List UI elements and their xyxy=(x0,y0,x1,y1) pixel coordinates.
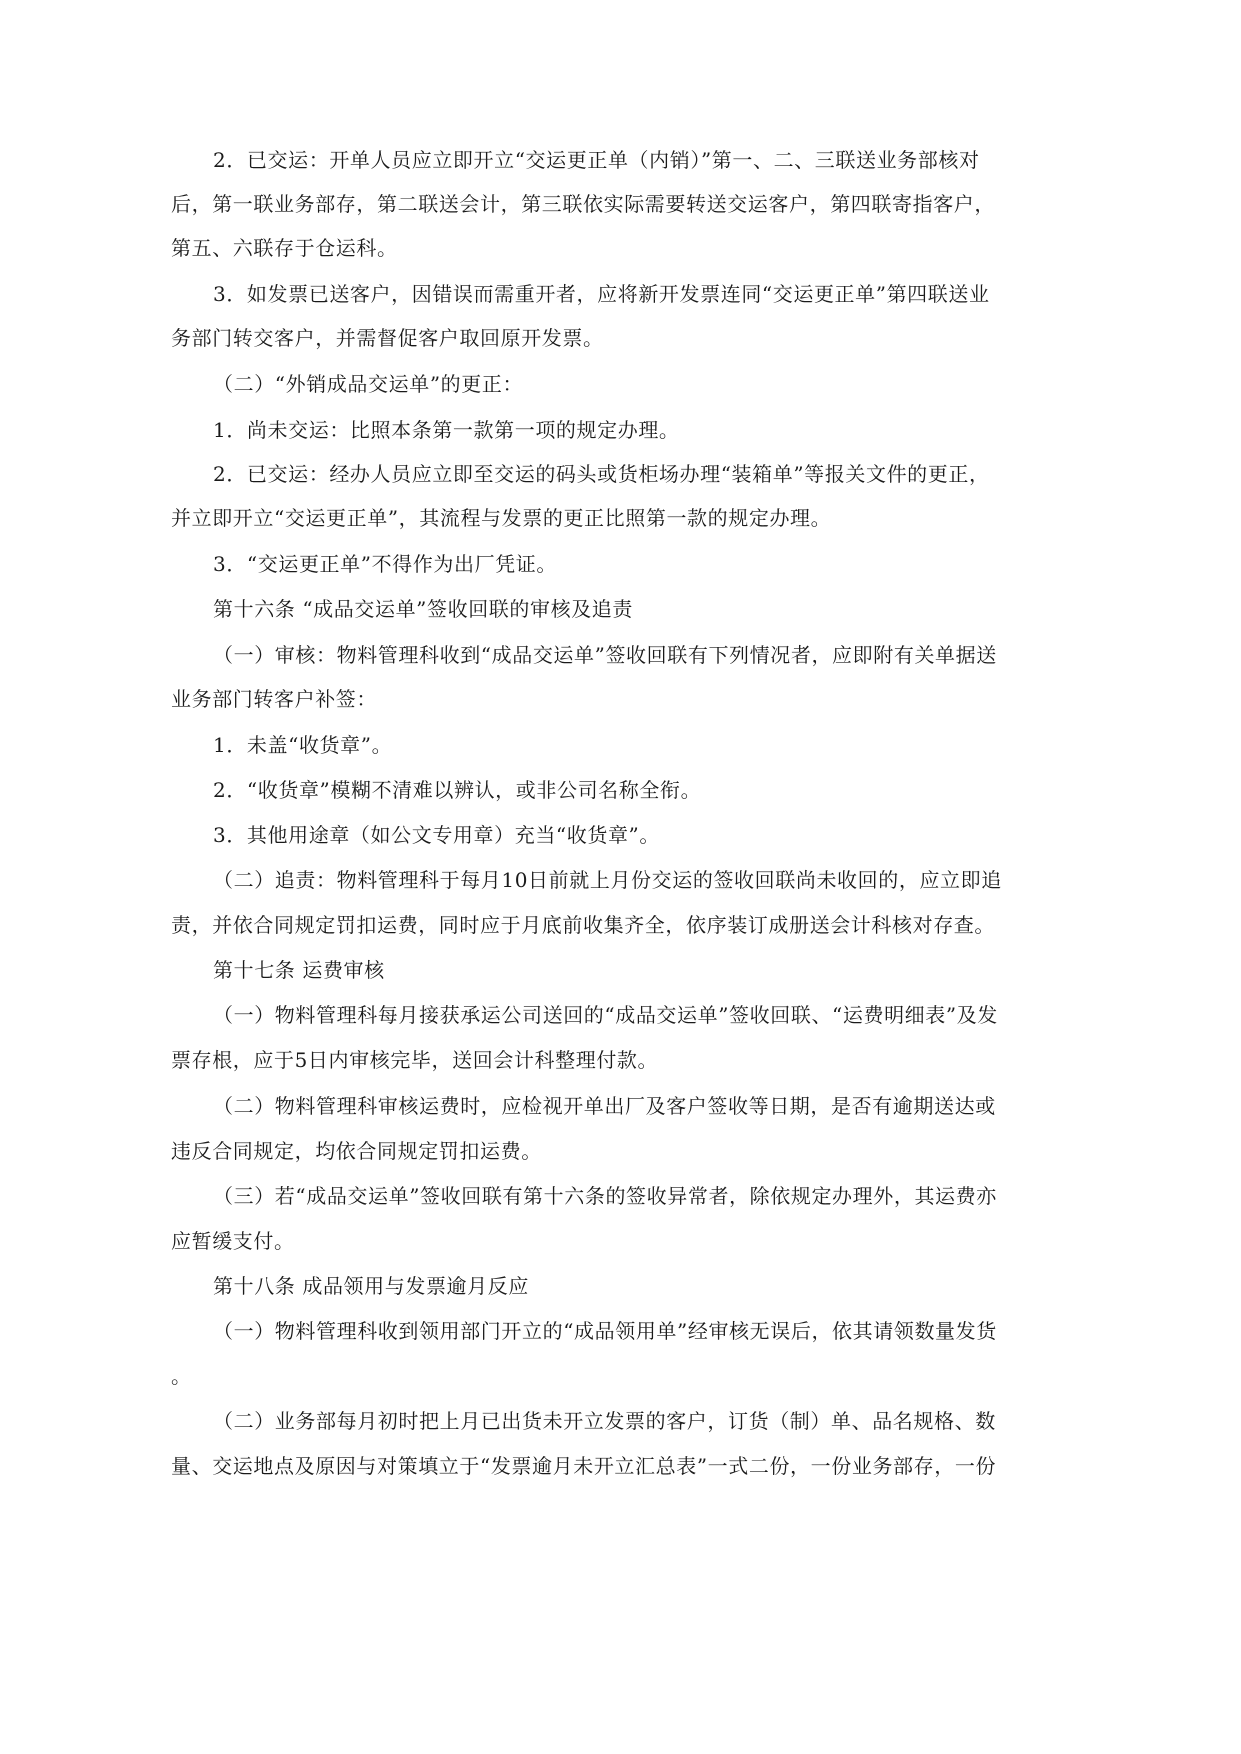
text-line: （二）物料管理科审核运费时，应检视开单出厂及客户签收等日期，是否有逾期送达或 xyxy=(213,1094,996,1118)
text-line: （一）物料管理科每月接获承运公司送回的“成品交运单”签收回联、“运费明细表”及发 xyxy=(213,1003,998,1027)
text-line: 。 xyxy=(171,1364,192,1388)
text-line: （二）追责：物料管理科于每月10日前就上月份交运的签收回联尚未收回的，应立即追 xyxy=(213,868,1002,892)
text-line: 1．尚未交运：比照本条第一款第一项的规定办理。 xyxy=(213,418,680,442)
text-line: （二）业务部每月初时把上月已出货未开立发票的客户，订货（制）单、品名规格、数 xyxy=(213,1409,996,1433)
text-line: （一）审核：物料管理科收到“成品交运单”签收回联有下列情况者，应即附有关单据送 xyxy=(213,643,997,667)
text-line: 量、交运地点及原因与对策填立于“发票逾月未开立汇总表”一式二份，一份业务部存，一份 xyxy=(171,1454,997,1478)
text-line: 3．如发票已送客户，因错误而需重开者，应将新开发票连同“交运更正单”第四联送业 xyxy=(213,282,990,306)
text-line: （二）“外销成品交运单”的更正： xyxy=(213,372,524,396)
text-line: 2．已交运：开单人员应立即开立“交运更正单（内销）”第一、二、三联送业务部核对 xyxy=(213,148,980,172)
text-line: 责，并依合同规定罚扣运费，同时应于月底前收集齐全，依序装订成册送会计科核对存查。 xyxy=(171,913,995,937)
text-line: 3．“交运更正单”不得作为出厂凭证。 xyxy=(213,552,557,576)
text-line: 并立即开立“交运更正单”，其流程与发票的更正比照第一款的规定办理。 xyxy=(171,506,832,530)
text-line: 务部门转交客户，并需督促客户取回原开发票。 xyxy=(171,326,604,350)
section-heading: 第十七条 运费审核 xyxy=(213,958,385,982)
text-line: 应暂缓支付。 xyxy=(171,1229,295,1253)
text-line: 2．已交运：经办人员应立即至交运的码头或货柜场办理“装箱单”等报关文件的更正， xyxy=(213,462,990,486)
section-heading: 第十八条 成品领用与发票逾月反应 xyxy=(213,1274,529,1298)
section-heading: 第十六条 “成品交运单”签收回联的审核及追责 xyxy=(213,597,634,621)
text-line: 后，第一联业务部存，第二联送会计，第三联依实际需要转送交运客户，第四联寄指客户， xyxy=(171,192,995,216)
text-line: 1．未盖“收货章”。 xyxy=(213,733,393,757)
text-line: 票存根，应于5日内审核完毕，送回会计科整理付款。 xyxy=(171,1048,659,1072)
text-line: 业务部门转客户补签： xyxy=(171,687,377,711)
text-line: 违反合同规定，均依合同规定罚扣运费。 xyxy=(171,1139,542,1163)
text-line: 3．其他用途章（如公文专用章）充当“收货章”。 xyxy=(213,823,660,847)
text-line: （一）物料管理科收到领用部门开立的“成品领用单”经审核无误后，依其请领数量发货 xyxy=(213,1319,997,1343)
text-line: 第五、六联存于仓运科。 xyxy=(171,236,398,260)
text-line: 2．“收货章”模糊不清难以辨认，或非公司名称全衔。 xyxy=(213,778,702,802)
text-line: （三）若“成品交运单”签收回联有第十六条的签收异常者，除依规定办理外，其运费亦 xyxy=(213,1184,997,1208)
